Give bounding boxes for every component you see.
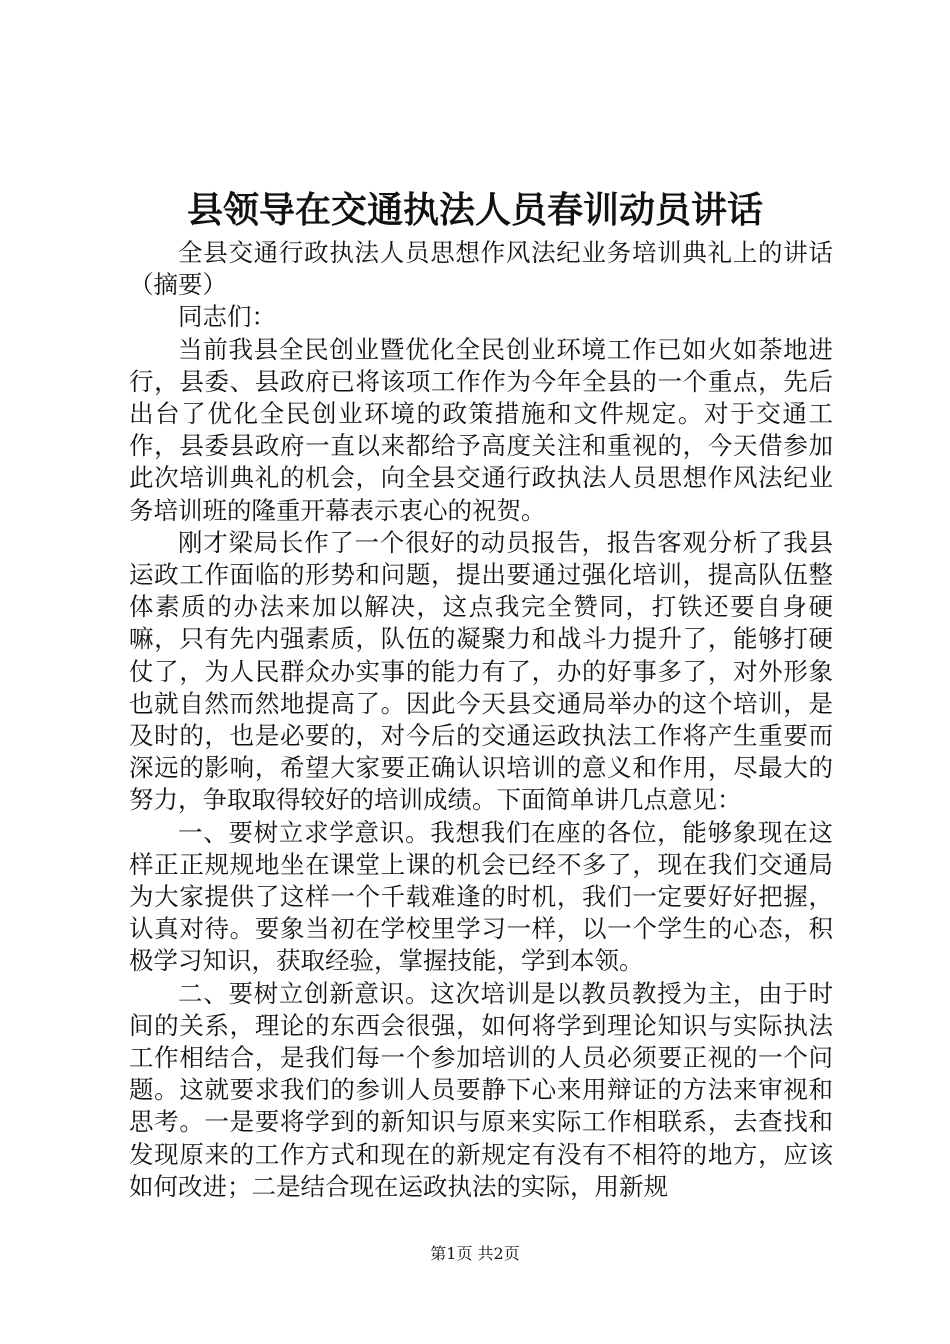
document-title: 县领导在交通执法人员春训动员讲话 — [186, 189, 763, 231]
paragraph-intro: 当前我县全民创业暨优化全民创业环境工作已如火如荼地进行，县委、县政府已将该项工作作为今年全县的一个重点，先后出台了优化全民创业环境的政策措施和文件规定。对于交通工作，县委县政府一直以来都给予高度关注和重视的，今天借参加此次培训典礼的机会，向全县交通行政执法人员思想作风法纪业务培训班的隆重开幕表示衷心的祝贺。 — [129, 334, 833, 525]
paragraph-salutation: 同志们： — [178, 302, 276, 332]
paragraph-subtitle: 全县交通行政执法人员思想作风法纪业务培训典礼上的讲话（摘要） — [129, 238, 833, 300]
paragraph-point-one: 一、要树立求学意识。我想我们在座的各位，能够象现在这样正正规规地坐在课堂上课的机会已经不多了，现在我们交通局为大家提供了这样一个千载难逢的时机，我们一定要好好把握，认真对待。要象当初在学校里学习一样，以一个学生的心态，积极学习知识，获取经验，掌握技能，学到本领。 — [129, 817, 833, 976]
paragraph-report: 刚才梁局长作了一个很好的动员报告，报告客观分析了我县运政工作面临的形势和问题，提出要通过强化培训，提高队伍整体素质的办法来加以解决，这点我完全赞同，打铁还要自身硬嘛，只有先内强素质，队伍的凝聚力和战斗力提升了，能够打硬仗了，为人民群众办实事的能力有了，办的好事多了，对外形象也就自然而然地提高了。因此今天县交通局举办的这个培训，是及时的，也是必要的，对今后的交通运政执法工作将产生重要而深远的影响，希望大家要正确认识培训的意义和作用，尽最大的努力，争取取得较好的培训成绩。下面简单讲几点意见： — [129, 527, 833, 815]
paragraph-point-two: 二、要树立创新意识。这次培训是以教员教授为主，由于时间的关系，理论的东西会很强，如何将学到理论知识与实际执法工作相结合，是我们每一个参加培训的人员必须要正视的一个问题。这就要求我们的参训人员要静下心来用辩证的方法来审视和思考。一是要将学到的新知识与原来实际工作相联系，去查找和发现原来的工作方式和现在的新规定有没有不相符的地方，应该如何改进；二是结合现在运政执法的实际，用新规 — [129, 978, 833, 1201]
page-number-footer: 第1页 共2页 — [430, 1244, 520, 1263]
document-body — [129, 237, 833, 1203]
